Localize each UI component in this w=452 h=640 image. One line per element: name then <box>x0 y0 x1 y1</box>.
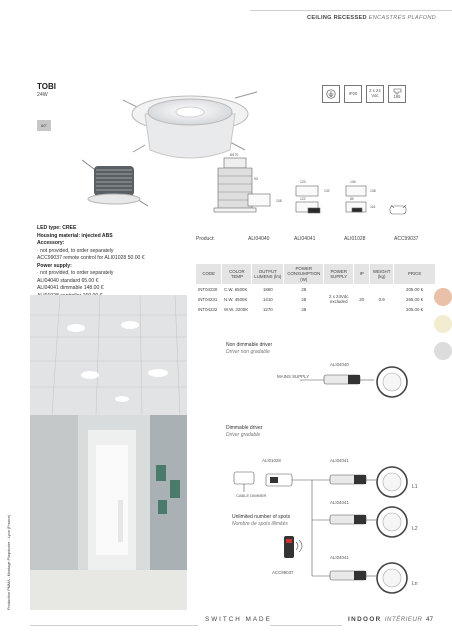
cell-power: 28 <box>301 296 307 302</box>
dimmable-title-fr: Driver gradable <box>226 432 261 438</box>
table-header: CODE <box>196 264 222 284</box>
spec-led-type: LED type: CREE <box>37 225 77 231</box>
non-dimmable-title-fr: Driver non gradable <box>226 349 270 355</box>
unlimited-title: Unlimited number of spots <box>232 514 291 520</box>
product-code: ALI04040 <box>248 236 270 242</box>
unlimited-title-fr: Nombre de spots illimités <box>232 521 288 527</box>
non-dimmable-note <box>226 342 272 356</box>
cell-color-temp: W.W. 3200K <box>223 306 249 312</box>
remote-label: ACC99037 <box>272 570 294 575</box>
section-title-en: CEILING RECESSED <box>307 15 367 21</box>
cell-color-temp: N.W. 4500K <box>223 296 248 302</box>
specification-table <box>196 264 436 314</box>
spec-accessory-line: · not provided, to order separately <box>37 247 114 254</box>
section-title <box>307 15 436 21</box>
table-row <box>196 284 436 294</box>
cell-code: INT04230 <box>198 286 218 292</box>
driver-label: ALI04040 <box>330 362 349 367</box>
dim-label: 132 <box>324 189 330 193</box>
certification-icons <box>322 85 406 103</box>
footer-rule-mid <box>270 625 342 626</box>
dimmable-note <box>226 425 262 439</box>
table-header: POWER SUPPLY <box>324 264 354 284</box>
spec-power-line: ALI04041 dimmable 148.00 € <box>37 285 104 291</box>
table-header: OUTPUT LUMENS (lm) <box>252 264 284 284</box>
luminaire-label: Ln <box>412 581 418 587</box>
product-name: TOBI <box>37 82 56 91</box>
dim-label: 93 <box>254 177 258 181</box>
spec-accessory-title: Accessory: <box>37 240 65 246</box>
cell-power: 28 <box>301 286 307 292</box>
header-rule <box>250 10 452 11</box>
heatsink-photo <box>72 152 157 212</box>
product-code: ALI04041 <box>294 236 316 242</box>
dim-label: 80 <box>350 197 354 201</box>
cell-price: 205.00 € <box>406 306 424 312</box>
page-number: 47 <box>426 616 434 623</box>
cell-power-supply: 2 x 24Vdc excluded <box>328 294 349 304</box>
photo-credit: Production PMMA - Montage Plaquisoire - Lyon (France) <box>7 514 11 610</box>
ip-rating-icon: IP20 <box>344 85 362 103</box>
table-header: PRICE <box>394 264 436 284</box>
cutout-value: 165 <box>393 94 401 100</box>
spec-accessory-line: ACC99037 remote control for ALI01028 50.00 € <box>37 255 145 261</box>
spec-power-line: · not provided, to order separately <box>37 270 114 276</box>
cutout-icon <box>388 85 406 103</box>
dim-label: 120 <box>300 180 306 184</box>
cell-price: 265.00 € <box>406 296 424 302</box>
footer-rule-left <box>30 625 198 626</box>
color-dot-cool <box>434 342 452 360</box>
cell-weight: 0.9 <box>378 296 385 302</box>
luminaire-label: L2 <box>412 526 418 532</box>
product-code: ACC99037 <box>394 236 419 242</box>
interior-photo <box>30 295 187 610</box>
dim-label: 122 <box>300 197 306 201</box>
footer-section-fr: INTÉRIEUR <box>384 616 423 623</box>
cell-lumens: 1410 <box>262 296 273 302</box>
cell-price: 205.00 € <box>406 286 424 292</box>
cell-code: INT04231 <box>198 296 218 302</box>
driver-label: ALI04041 <box>330 458 349 463</box>
tilt-angle-badge: 60° <box>37 120 51 131</box>
cell-power: 28 <box>301 306 307 312</box>
cable-dimmer-label: CABLE DIMMER <box>236 493 267 498</box>
table-header: IP <box>354 264 370 284</box>
cell-color-temp: C.W. 6500K <box>223 286 248 292</box>
dim-label: 108 <box>276 199 282 203</box>
voltage-icon: 2 x 24 Vdc <box>366 85 384 103</box>
technical-drawings <box>196 150 436 230</box>
color-dots <box>434 288 452 369</box>
cell-lumens: 1860 <box>262 286 273 292</box>
color-dot-neutral <box>434 315 452 333</box>
table-row <box>196 304 436 314</box>
spec-housing: Housing material: injected ABS <box>37 232 113 239</box>
footer-section <box>348 616 422 623</box>
spec-power-line: ALI04040 standard 65.00 € <box>37 277 99 284</box>
dimmable-title: Dimmable driver <box>226 425 263 431</box>
dim-label: 116 <box>370 205 376 209</box>
luminaire-label: L1 <box>412 484 418 490</box>
table-header: COLOR TEMP <box>222 264 252 284</box>
driver-label: ALI04041 <box>330 500 349 505</box>
dim-label: 138 <box>370 189 376 193</box>
table-header: POWER CONSUMPTION (W) <box>284 264 324 284</box>
dimmable-diagram <box>230 462 420 602</box>
driver-label: ALI04041 <box>330 555 349 560</box>
dim-label: Ø170 <box>230 153 239 157</box>
product-code: ALI01028 <box>344 236 366 242</box>
footer-brand: SWITCH MADE <box>205 616 272 623</box>
cell-ip: 20 <box>359 296 365 302</box>
cell-lumens: 1270 <box>262 306 273 312</box>
class-icon <box>322 85 340 103</box>
table-header-row <box>196 264 436 284</box>
color-dot-warm <box>434 288 452 306</box>
product-wattage: 24W <box>37 92 48 98</box>
dim-label: 106 <box>350 180 356 184</box>
cell-code: INT04232 <box>198 306 218 312</box>
spec-power-title: Power supply: <box>37 262 72 269</box>
footer-section-en: INDOOR <box>348 616 382 623</box>
table-row <box>196 294 436 304</box>
non-dimmable-title: Non dimmable driver <box>226 342 273 348</box>
section-title-fr: ENCASTRÉS PLAFOND <box>368 15 436 21</box>
product-row-label: Product: <box>196 236 215 242</box>
controller-label: ALI01028 <box>262 458 281 463</box>
table-header: WEIGHT (kg) <box>370 264 394 284</box>
non-dimmable-diagram <box>290 366 425 406</box>
mains-supply-label: MAINS SUPPLY <box>277 374 310 379</box>
